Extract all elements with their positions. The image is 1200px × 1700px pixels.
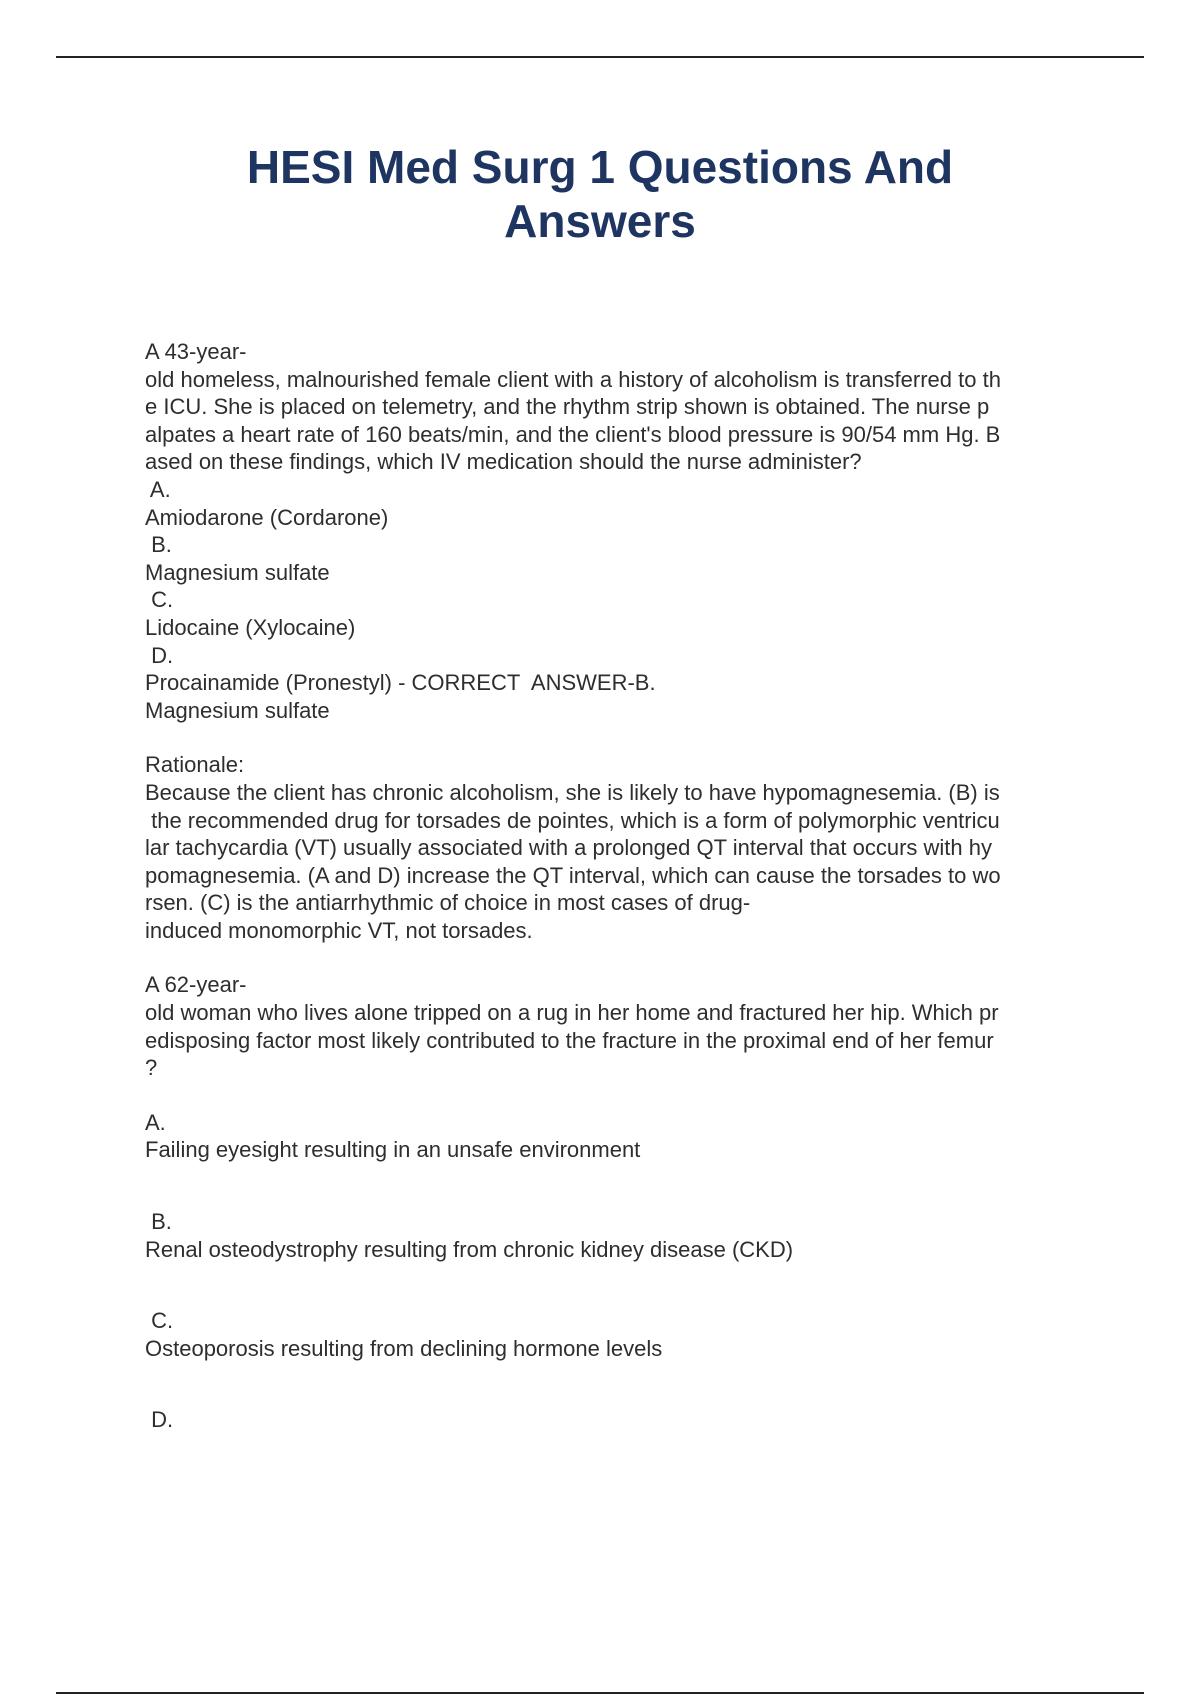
stem-line: ? <box>145 1055 158 1081</box>
question-2-options <box>145 1109 1095 1434</box>
question-1-rationale <box>145 751 1095 944</box>
stem-line: edisposing factor most likely contributed to the fracture in the proximal end of her femur <box>145 1027 994 1053</box>
stem-line: old homeless, malnourished female client with a history of alcoholism is transferred to th <box>145 366 1001 392</box>
question-1 <box>145 338 1095 944</box>
stem-line: ased on these findings, which IV medication should the nurse administer? <box>145 449 862 475</box>
title-line-1: HESI Med Surg 1 Questions And <box>246 141 954 193</box>
option-letter-d: D. <box>145 1407 174 1433</box>
option-letter-a: A. <box>145 1109 166 1135</box>
stem-line: old woman who lives alone tripped on a rug in her home and fractured her hip. Which pr <box>145 1000 999 1026</box>
page-title <box>150 140 1050 248</box>
rationale-line: induced monomorphic VT, not torsades. <box>145 917 533 943</box>
question-2-stem <box>145 971 1095 1081</box>
top-rule <box>56 56 1144 58</box>
option-text-b: Magnesium sulfate <box>145 559 330 585</box>
option-letter-c: C. <box>145 587 174 613</box>
stem-line: alpates a heart rate of 160 beats/min, and the client's blood pressure is 90/54 mm Hg. B <box>145 421 1001 447</box>
stem-line: A 43-year- <box>145 339 247 364</box>
rationale-label: Rationale: <box>145 752 245 778</box>
rationale-line: rsen. (C) is the antiarrhythmic of choice in most cases of drug- <box>145 890 751 916</box>
correct-answer-text: Magnesium sulfate <box>145 697 330 723</box>
rationale-line: Because the client has chronic alcoholism, she is likely to have hypomagnesemia. (B) is <box>145 779 1000 805</box>
option-letter-a: A. <box>145 476 171 502</box>
rationale-line: pomagnesemia. (A and D) increase the QT interval, which can cause the torsades to wo <box>145 862 1001 888</box>
question-2 <box>145 971 1095 1434</box>
option-text-a: Failing eyesight resulting in an unsafe environment <box>145 1137 641 1163</box>
stem-line: e ICU. She is placed on telemetry, and the rhythm strip shown is obtained. The nurse p <box>145 394 990 420</box>
option-text-b: Renal osteodystrophy resulting from chronic kidney disease (CKD) <box>145 1236 794 1262</box>
document-body <box>145 338 1095 1434</box>
option-text-a: Amiodarone (Cordarone) <box>145 504 389 530</box>
option-text-c: Lidocaine (Xylocaine) <box>145 614 356 640</box>
bottom-rule <box>56 1692 1144 1694</box>
option-letter-b: B. <box>145 532 172 558</box>
option-text-c: Osteoporosis resulting from declining hormone levels <box>145 1335 663 1361</box>
stem-line: A 62-year- <box>145 972 247 998</box>
question-1-options <box>145 476 1095 724</box>
option-letter-b: B. <box>145 1209 172 1235</box>
title-line-2: Answers <box>504 195 696 247</box>
rationale-line: lar tachycardia (VT) usually associated with a prolonged QT interval that occurs with hy <box>145 835 992 861</box>
question-1-stem <box>145 338 1095 476</box>
rationale-line: the recommended drug for torsades de pointes, which is a form of polymorphic ventricu <box>145 807 1000 833</box>
option-text-d: Procainamide (Pronestyl) - CORRECT ANSWER-B. <box>145 670 656 696</box>
option-letter-c: C. <box>145 1308 174 1334</box>
option-letter-d: D. <box>145 642 174 668</box>
